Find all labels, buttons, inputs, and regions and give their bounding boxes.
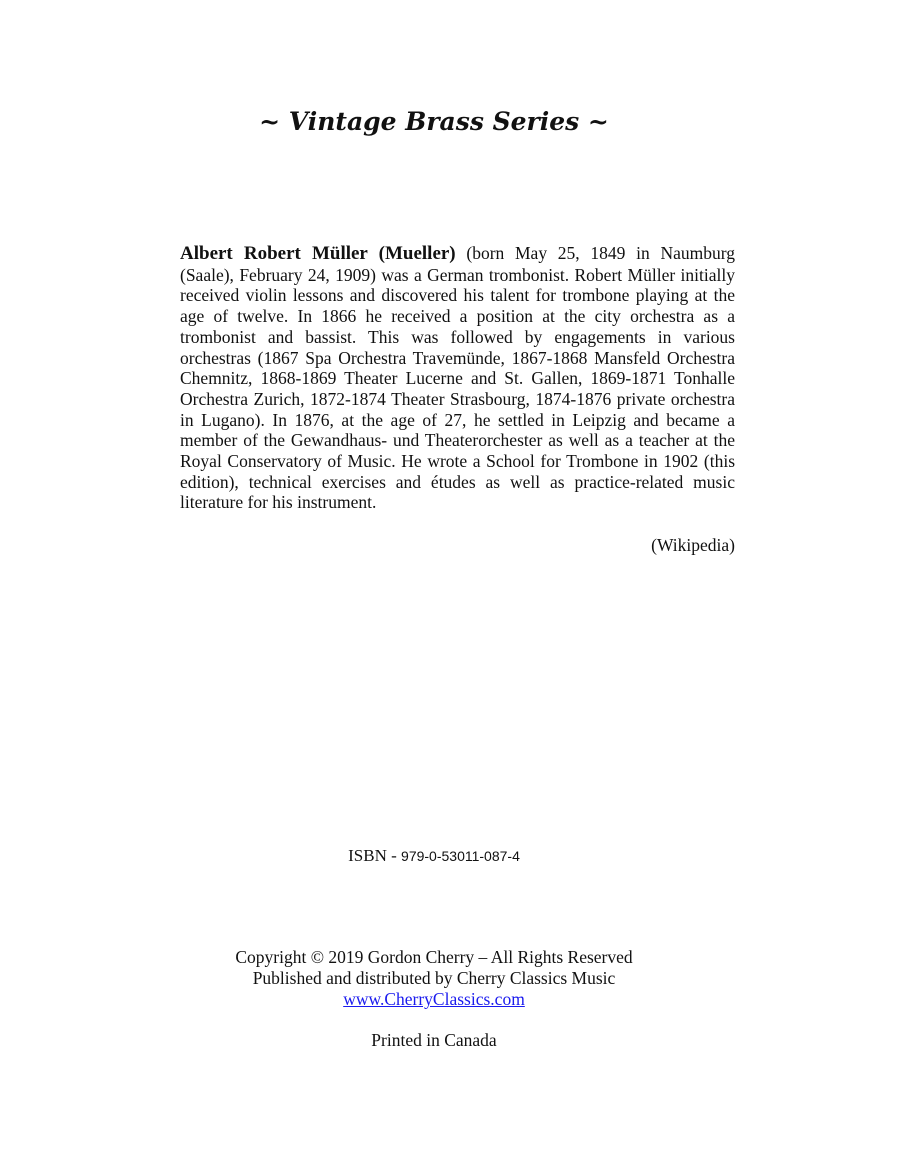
- isbn-label: ISBN -: [348, 846, 402, 865]
- publisher-footer: [0, 947, 868, 1051]
- isbn-line: [0, 845, 868, 867]
- bio-source: (Wikipedia): [651, 535, 735, 555]
- series-title: ~ Vintage Brass Series ~: [259, 107, 609, 136]
- publisher-line: Published and distributed by Cherry Classics Music: [252, 968, 616, 988]
- copyright-line: Copyright © 2019 Gordon Cherry – All Rights Reserved: [235, 947, 633, 967]
- isbn-number: 979-0-53011-087-4: [401, 848, 520, 864]
- website-link[interactable]: www.CherryClassics.com: [343, 989, 525, 1009]
- printed-in-line: Printed in Canada: [371, 1030, 497, 1050]
- biography-paragraph: [180, 243, 735, 513]
- bio-text: (born May 25, 1849 in Naumburg (Saale), February 24, 1909) was a German trombonist. Robert Müller initially received violin lessons and discovered his talent for trombone playing at the age of twelve. In 1866 he received a position at the city orchestra as a trombonist and bassist. This was followed by engagements in various orchestras (1867 Spa Orchestra Travemünde, 1867-1868 Mansfeld Orchestra Chemnitz, 1868-1869 Theater Lucerne and St. Gallen, 1869-1871 Tonhalle Orchestra Zurich, 1872-1874 Theater Strasbourg, 1874-1876 private orchestra in Lugano). In 1876, at the age of 27, he settled in Leipzig and became a member of the Gewandhaus- und Theaterorchester as well as a teacher at the Royal Conservatory of Music. He wrote a School for Trombone in 1902 (this edition), technical exercises and études as well as practice-related music literature for his instrument.: [180, 243, 735, 513]
- bio-name: Albert Robert Müller (Mueller): [180, 243, 456, 264]
